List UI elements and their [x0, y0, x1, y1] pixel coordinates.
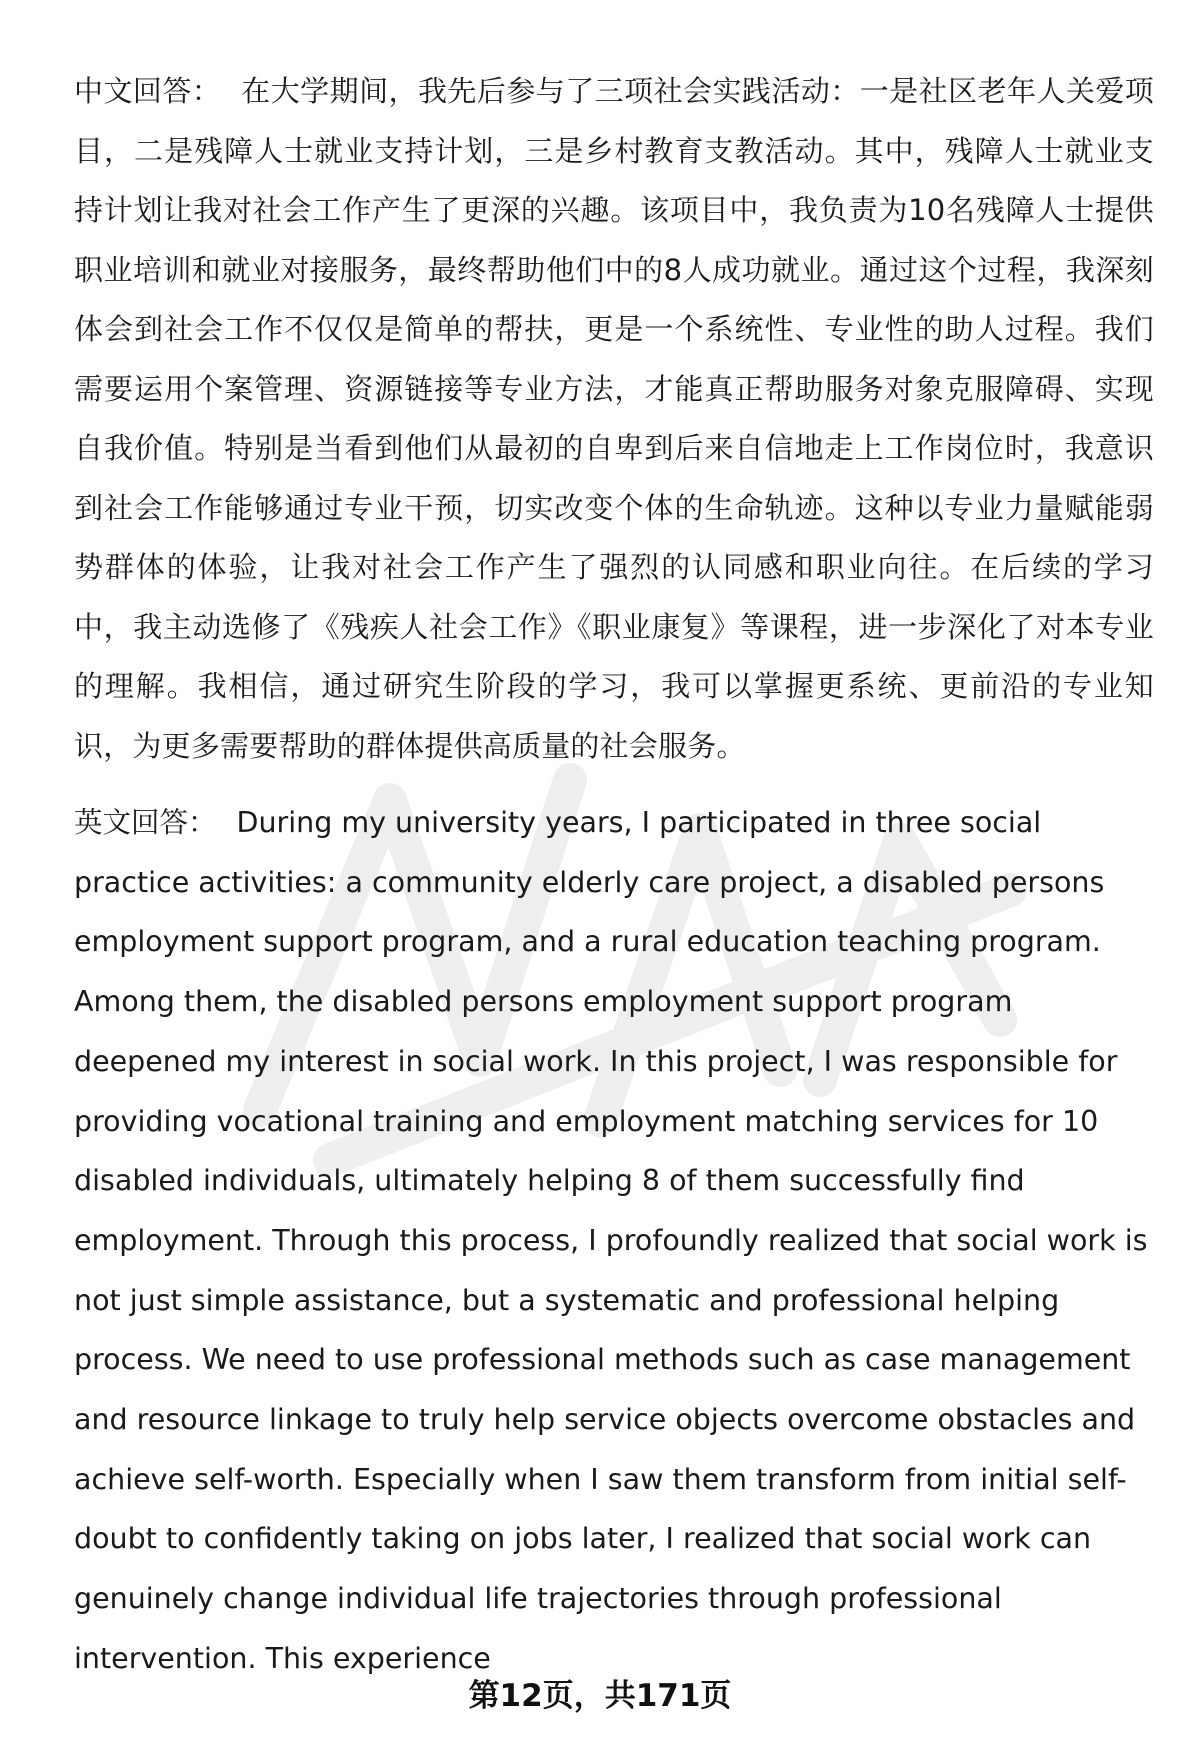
english-answer-paragraph [74, 793, 1154, 1689]
document-body [74, 62, 1154, 1689]
english-answer-label: 英文回答： [74, 806, 217, 839]
chinese-answer-text: 在大学期间，我先后参与了三项社会实践活动：一是社区老年人关爱项目，二是残障人士就业支持计划，三是乡村教育支教活动。其中，残障人士就业支持计划让我对社会工作产生了更深的兴趣。该项目中，我负责为10名残障人士提供职业培训和就业对接服务，最终帮助他们中的8人成功就业。通过这个过程，我深刻体会到社会工作不仅仅是简单的帮扶，更是一个系统性、专业性的助人过程。我们需要运用个案管理、资源链接等专业方法，才能真正帮助服务对象克服障碍、实现自我价值。特别是当看到他们从最初的自卑到后来自信地走上工作岗位时，我意识到社会工作能够通过专业干预，切实改变个体的生命轨迹。这种以专业力量赋能弱势群体的体验，让我对社会工作产生了强烈的认同感和职业向往。在后续的学习中，我主动选修了《残疾人社会工作》《职业康复》等课程，进一步深化了对本专业的理解。我相信，通过研究生阶段的学习，我可以掌握更系统、更前沿的专业知识，为更多需要帮助的群体提供高质量的社会服务。 [74, 74, 1154, 763]
chinese-answer-paragraph [74, 62, 1154, 776]
page-number-footer: 第12页，共171页 [468, 1678, 732, 1714]
chinese-answer-label: 中文回答： [74, 74, 222, 108]
english-answer-text: During my university years, I participated in three social practice activities: a community elderly care project, a disabled persons employment support program, and a rural education teaching program. Among them, the disabled persons employment support program deepened my interest in social work. In this project, I was responsible for providing vocational training and employment matching services for 10 disabled individuals, ultimately helping 8 of them successfully find employment. Through this process, I profoundly realized that social work is not just simple assistance, but a systematic and professional helping process. We need to use professional methods such as case management and resource linkage to truly help service objects overcome obstacles and achieve self-worth. Especially when I saw them transform from initial self-doubt to confidently taking on jobs later, I realized that social work can genuinely change individual life trajectories through professional intervention. This experience [74, 806, 1148, 1675]
